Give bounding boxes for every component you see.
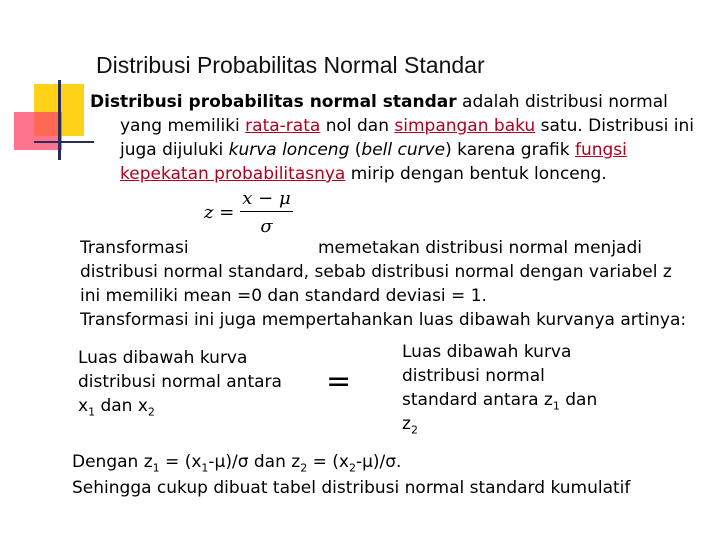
slide-title: Distribusi Probabilitas Normal Standar — [96, 52, 485, 78]
link-kepekatan-probabilitas[interactable]: kepekatan probabilitasnya — [120, 164, 346, 184]
transform-line-1b: memetakan distribusi normal menjadi — [318, 238, 642, 258]
para-text: ) karena grafik — [445, 140, 575, 160]
formula-numerator: x − μ — [240, 188, 292, 212]
transform-line-4: Transformasi ini juga mempertahankan luas dibawah kurvanya artinya: — [80, 310, 687, 330]
bottom-line-1 — [72, 452, 401, 474]
compare-right-4 — [402, 414, 418, 436]
subscript: 1 — [201, 461, 209, 475]
para-line-4 — [90, 162, 710, 186]
para-line-3 — [90, 138, 710, 162]
transform-line-2: distribusi normal standard, sebab distribusi normal dengan variabel z — [80, 262, 672, 282]
link-simpangan-baku[interactable]: simpangan baku — [394, 116, 536, 136]
para-text: nol dan — [320, 116, 395, 136]
decor-horizontal-line — [34, 141, 94, 143]
subscript: 2 — [410, 423, 418, 437]
para-text: ( — [349, 140, 362, 160]
subscript: 2 — [348, 461, 356, 475]
formula-denominator: σ — [260, 216, 273, 237]
text: -μ)/σ. — [355, 452, 402, 472]
bold-term: Distribusi probabilitas normal standar — [90, 92, 457, 112]
text: standard antara z — [402, 390, 553, 410]
link-fungsi[interactable]: fungsi — [574, 140, 627, 160]
bottom-line-2: Sehingga cukup dibuat tabel distribusi normal standard kumulatif — [72, 478, 631, 498]
compare-left-1: Luas dibawah kurva — [78, 348, 248, 368]
compare-left-2: distribusi normal antara — [78, 372, 282, 392]
text: z — [402, 414, 411, 434]
para-line-2 — [90, 114, 710, 138]
formula-lhs: z = — [204, 202, 235, 223]
para-text: adalah distribusi normal — [456, 92, 668, 112]
decor-red-rectangle — [14, 112, 62, 150]
para-text: juga dijuluki — [120, 140, 229, 160]
text: dan — [559, 390, 598, 410]
subscript: 1 — [152, 461, 160, 475]
compare-right-3 — [402, 390, 597, 412]
subscript: 2 — [300, 461, 308, 475]
para-text: mirip dengan bentuk lonceng. — [345, 164, 607, 184]
compare-right-2: distribusi normal — [402, 366, 545, 386]
formula-fraction — [240, 188, 292, 237]
definition-paragraph — [90, 90, 710, 186]
subscript: 1 — [88, 405, 96, 419]
compare-right-1: Luas dibawah kurva — [402, 342, 572, 362]
decor-vertical-line — [58, 80, 61, 160]
para-line-1 — [90, 90, 710, 114]
italic-kurva-lonceng: kurva lonceng — [228, 140, 350, 160]
text: -μ)/σ dan z — [208, 452, 301, 472]
text: Dengan z — [72, 452, 153, 472]
transform-line-1a: Transformasi — [80, 238, 189, 258]
z-formula — [204, 188, 293, 237]
subscript: 1 — [552, 399, 560, 413]
text: dan x — [95, 396, 148, 416]
para-text: yang memiliki — [120, 116, 246, 136]
subscript: 2 — [147, 405, 155, 419]
para-text: satu. Distribusi ini — [535, 116, 694, 136]
transform-line-3: ini memiliki mean =0 dan standard deviasi = 1. — [80, 286, 487, 306]
text: = (x — [159, 452, 202, 472]
compare-left-3 — [78, 396, 155, 418]
italic-bell-curve: bell curve — [361, 140, 446, 160]
equals-sign: = — [326, 364, 352, 399]
text: = (x — [307, 452, 349, 472]
link-rata-rata[interactable]: rata-rata — [245, 116, 321, 136]
text: x — [78, 396, 89, 416]
